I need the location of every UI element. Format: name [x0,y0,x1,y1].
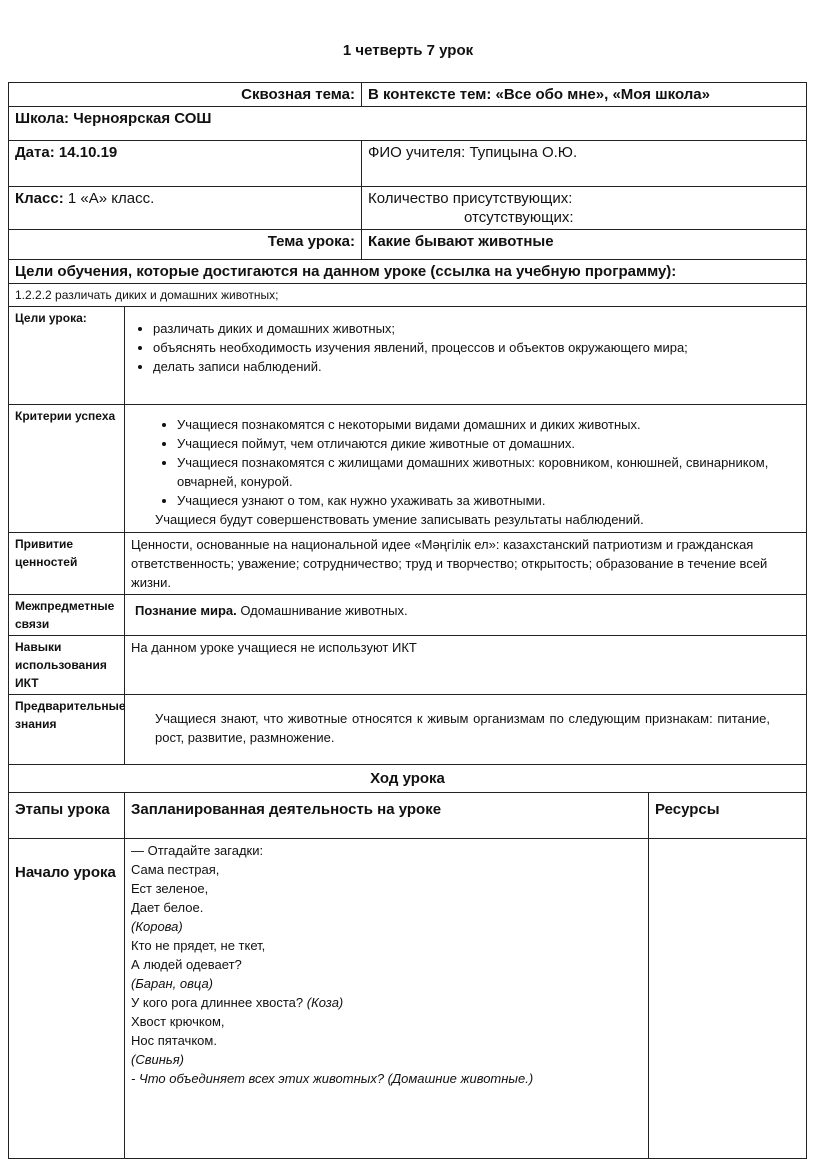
present-count-label: Количество присутствующих: [368,190,573,207]
resources-cell [649,839,807,1159]
teacher-name: ФИО учителя: Тупицына О.Ю. [362,141,807,187]
lesson-topic-value: Какие бывают животные [362,230,807,260]
column-header-activity: Запланированная деятельность на уроке [125,793,649,839]
riddle-question: У кого рога длиннее хвоста? [131,995,307,1010]
lesson-date: Дата: 14.10.19 [9,141,362,187]
success-criteria-label: Критерии успеха [9,405,125,533]
column-header-stage: Этапы урока [9,793,125,839]
interdisciplinary-label: Межпредметные связи [9,595,125,636]
success-criterion-item: • Учащиеся поймут, чем отличаются дикие животные от домашних. [177,434,800,453]
activity-line: Хвост крючком, [131,1014,225,1029]
attendance-cell [362,187,807,230]
prior-knowledge-label: Предварительные знания [9,695,125,765]
planned-activity-cell [125,839,649,1159]
program-reference: 1.2.2.2 различать диких и домашних животных; [9,284,807,307]
objectives-heading: Цели обучения, которые достигаются на данном уроке (ссылка на учебную программу): [9,260,807,284]
activity-line [131,993,642,1012]
success-criterion-extra: Учащиеся будут совершенствовать умение записывать результаты наблюдений. [155,512,644,527]
activity-line: Ест зеленое, [131,881,209,896]
ict-label: Навыки использования ИКТ [9,636,125,695]
lesson-goal-item: • различать диких и домашних животных; [153,319,800,338]
values-label: Привитие ценностей [9,533,125,595]
school-name: Школа: Черноярская СОШ [9,107,807,141]
activity-line: Нос пятачком. [131,1033,217,1048]
success-criterion-item: • Учащиеся узнают о том, как нужно ухаживать за животными. [177,491,800,510]
lesson-topic-label: Тема урока: [9,230,362,260]
lesson-goals-cell [125,307,807,405]
interdisciplinary-text: Одомашнивание животных. [236,603,408,618]
prior-knowledge-text: Учащиеся знают, что животные относятся к живым организмам по следующим признакам: питание, рост, развитие, размножение. [125,695,807,765]
interdisciplinary-cell [125,595,807,636]
class-label: Класс: [15,190,64,207]
page-title: 1 четверть 7 урок [342,42,474,59]
activity-line: Кто не прядет, не ткет, [131,938,266,953]
activity-line: — Отгадайте загадки: [131,843,264,858]
riddle-answer: (Баран, овца) [131,976,214,991]
riddle-answer: (Коза) [306,995,344,1010]
success-criteria-cell [125,405,807,533]
class-cell [9,187,362,230]
class-value: 1 «А» класс. [63,190,155,207]
lesson-plan-table [8,82,807,1159]
riddle-answer: (Корова) [131,919,183,934]
lesson-goal-item: • объяснять необходимость изучения явлений, процессов и объектов окружающего мира; [153,338,800,357]
activity-line: Сама пестрая, [131,862,220,877]
activity-question: - Что объединяет всех этих животных? (Домашние животные.) [131,1071,534,1086]
stage-start-of-lesson: Начало урока [9,839,125,1159]
interdisciplinary-subject: Познание мира. [135,603,237,618]
absent-count-label: отсутствующих: [464,209,574,226]
riddle-answer: (Свинья) [131,1052,184,1067]
lesson-goal-item: • делать записи наблюдений. [153,357,800,376]
activity-line: Дает белое. [131,900,204,915]
column-header-resources: Ресурсы [649,793,807,839]
lesson-course-heading: Ход урока [9,765,807,793]
cross-cutting-topic-value: В контексте тем: «Все обо мне», «Моя школа» [362,83,807,107]
success-criterion-item: • Учащиеся познакомятся с некоторыми видами домашних и диких животных. [177,415,800,434]
cross-cutting-topic-label: Сквозная тема: [9,83,362,107]
success-criterion-item: • Учащиеся познакомятся с жилищами домашних животных: коровником, конюшней, свинарником, овчарней, конурой. [177,453,800,491]
lesson-goals-label: Цели урока: [9,307,125,405]
values-text: Ценности, основанные на национальной идее «Мәңгілік ел»: казахстанский патриотизм и гражданская ответственность; уважение; сотрудничество; труд и творчество; открытость; образование в течение всей жизни. [125,533,807,595]
ict-text: На данном уроке учащиеся не используют ИКТ [125,636,807,695]
activity-line: А людей одевает? [131,957,242,972]
